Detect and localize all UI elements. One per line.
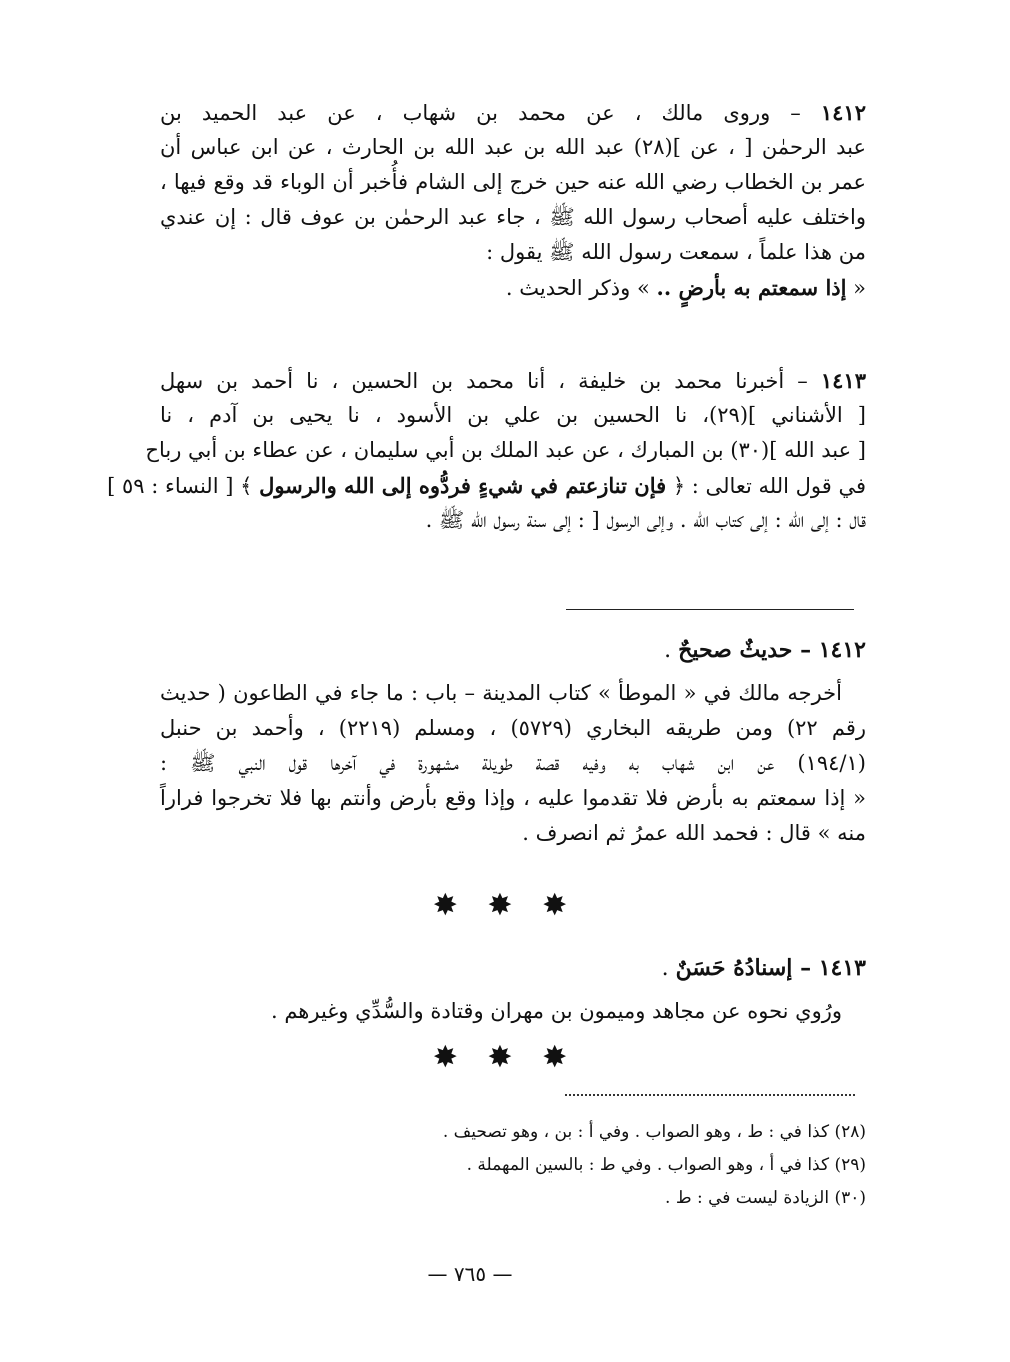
footnote-divider: [565, 1094, 855, 1096]
text-line: « إذا سمعتم به بأرض فلا تقدموا عليه ، وإذا وقع بأرض وأنتم بها فلا تخرجوا فراراً: [160, 786, 866, 810]
takhrij-1412: [160, 676, 866, 851]
text-line: من هذا علماً ، سمعت رسول الله ﷺ يقول :: [486, 240, 866, 264]
text-line: أخرجه مالك في « الموطأ » كتاب المدينة – باب : ما جاء في الطاعون ( حديث: [160, 681, 842, 705]
footnotes: [346, 1116, 866, 1215]
quran-verse: فإن تنازعتم في شيءٍ فردُّوه إلى الله والرسول: [259, 473, 667, 498]
grading-1413-heading: ١٤١٣ – إسنادُهُ حَسَنٌ .: [661, 955, 866, 981]
grading-title: حديثٌ صحيحٌ: [678, 637, 793, 663]
text-line: رقم ٢٢) ومن طريقه البخاري (٥٧٢٩) ، ومسلم (٢٢١٩) ، وأحمد بن حنبل: [160, 716, 866, 740]
section-separator-stars: ✸ ✸ ✸: [432, 888, 578, 923]
text-line: « إذا سمعتم به بأرضٍ .. » وذكر الحديث .: [505, 275, 866, 300]
hadith-1412-text: [160, 95, 866, 305]
text-line: في قول الله تعالى : ﴿ فإن تنازعتم في شيءٍ فردُّوه إلى الله والرسول ﴾ [ النساء : ٥٩ ]: [107, 473, 866, 498]
text-line: (١٩٤/١) عن ابن شهاب به وفيه قصة طويلة مشهورة في آخرها قول النبي ﷺ :: [160, 751, 866, 775]
footnote: (٣٠) الزيادة ليست في : ط .: [665, 1188, 866, 1208]
text-line: عبد الرحمٰن [ ، عن ](٢٨) عبد الله بن عبد الله بن الحارث ، عن ابن عباس أن: [160, 135, 866, 159]
takhrij-1413: ورُوي نحوه عن مجاهد وميمون بن مهران وقتادة والسُّدِّي وغيرهم .: [270, 999, 842, 1023]
text-line: منه » قال : فحمد الله عمرُ ثم انصرف .: [522, 821, 866, 845]
hadith-1413-text: [107, 363, 866, 538]
footnote: (٢٨) كذا في : ط ، وهو الصواب . وفي أ : بن ، وهو تصحيف .: [442, 1122, 866, 1142]
hadith-number: ١٤١٢: [820, 100, 866, 125]
grading-1412-heading: ١٤١٢ – حديثٌ صحيحٌ .: [664, 637, 866, 663]
footnote: (٢٩) كذا في أ ، وهو الصواب . وفي ط : بالسين المهملة .: [466, 1155, 866, 1175]
section-separator-stars: ✸ ✸ ✸: [432, 1040, 578, 1075]
hadith-number: ١٤١٣: [820, 368, 866, 393]
text-line: [ الأشناني ](٢٩)، نا الحسين بن علي بن الأسود ، نا يحيى بن آدم ، نا: [160, 403, 866, 427]
quoted-hadith: إذا سمعتم به بأرضٍ ..: [656, 275, 847, 300]
section-divider: [566, 609, 854, 610]
text-line: [ عبد الله ](٣٠) بن المبارك ، عن عبد الملك بن أبي سليمان ، عن عطاء بن أبي رباح: [145, 438, 866, 462]
text-line: قال : إلى الله : إلى كتاب الله . وإلى الرسول [ : إلى سنة رسول الله ﷺ .: [425, 508, 866, 532]
page-number: — ٧٦٥ —: [427, 1262, 513, 1286]
text-line: ١٤١٣ – أخبرنا محمد بن خليفة ، أنا محمد بن الحسين ، نا أحمد بن سهل: [160, 368, 866, 393]
text-line: واختلف عليه أصحاب رسول الله ﷺ ، جاء عبد الرحمٰن بن عوف قال : إن عندي: [160, 205, 866, 229]
text-line: ١٤١٢ – وروى مالك ، عن محمد بن شهاب ، عن عبد الحميد بن: [160, 100, 866, 125]
grading-title: إسنادُهُ حَسَنٌ: [675, 955, 793, 981]
text-line: عمر بن الخطاب رضي الله عنه حين خرج إلى الشام فأُخبر أن الوباء قد وقع فيها ،: [160, 170, 866, 194]
